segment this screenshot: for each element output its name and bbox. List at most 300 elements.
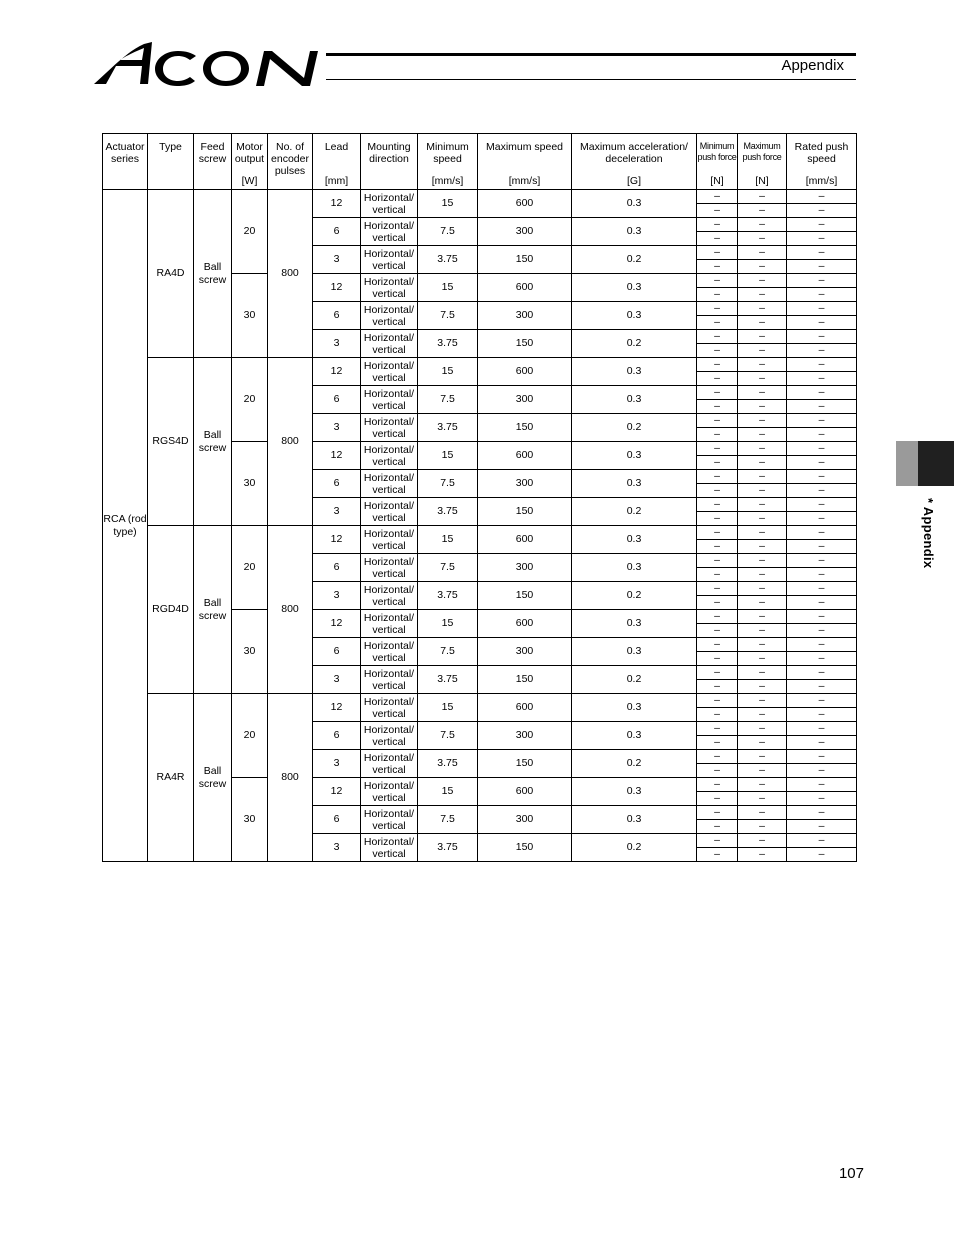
min-speed-cell: 3.75: [418, 834, 478, 862]
rated-push-speed-cell: –: [787, 190, 857, 204]
min-push-force-cell: –: [697, 722, 738, 736]
mounting-direction-cell: Horizontal/ vertical: [361, 554, 418, 582]
max-push-force-cell: –: [738, 820, 787, 834]
column-header-unit: [W]: [241, 175, 258, 187]
rated-push-speed-cell: –: [787, 400, 857, 414]
min-push-force-cell: –: [697, 778, 738, 792]
max-push-force-cell: –: [738, 330, 787, 344]
min-speed-cell: 3.75: [418, 666, 478, 694]
lead-cell: 6: [313, 386, 361, 414]
max-push-force-cell: –: [738, 540, 787, 554]
max-push-force-cell: –: [738, 344, 787, 358]
min-push-force-cell: –: [697, 386, 738, 400]
rated-push-speed-cell: –: [787, 484, 857, 498]
max-push-force-cell: –: [738, 442, 787, 456]
column-header-label: Maximum push force: [742, 141, 782, 162]
rated-push-speed-cell: –: [787, 792, 857, 806]
min-speed-cell: 3.75: [418, 414, 478, 442]
min-speed-cell: 3.75: [418, 246, 478, 274]
side-tab-label: * Appendix: [921, 498, 936, 569]
lead-cell: 3: [313, 750, 361, 778]
lead-cell: 3: [313, 246, 361, 274]
max-push-force-cell: –: [738, 652, 787, 666]
rated-push-speed-cell: –: [787, 722, 857, 736]
min-speed-cell: 7.5: [418, 638, 478, 666]
min-push-force-cell: –: [697, 190, 738, 204]
max-accel-cell: 0.3: [572, 386, 697, 414]
max-accel-cell: 0.2: [572, 414, 697, 442]
max-push-force-cell: –: [738, 750, 787, 764]
mounting-direction-cell: Horizontal/ vertical: [361, 638, 418, 666]
min-push-force-cell: –: [697, 316, 738, 330]
max-push-force-cell: –: [738, 358, 787, 372]
max-push-force-cell: –: [738, 204, 787, 218]
rated-push-speed-cell: –: [787, 680, 857, 694]
mounting-direction-cell: Horizontal/ vertical: [361, 218, 418, 246]
header-rule-thick: [326, 53, 856, 56]
min-push-force-cell: –: [697, 218, 738, 232]
min-push-force-cell: –: [697, 456, 738, 470]
lead-cell: 3: [313, 582, 361, 610]
max-speed-cell: 150: [478, 414, 572, 442]
max-push-force-cell: –: [738, 484, 787, 498]
column-header: [194, 134, 232, 190]
rated-push-speed-cell: –: [787, 820, 857, 834]
min-speed-cell: 7.5: [418, 554, 478, 582]
max-speed-cell: 300: [478, 806, 572, 834]
min-push-force-cell: –: [697, 638, 738, 652]
rated-push-speed-cell: –: [787, 694, 857, 708]
min-push-force-cell: –: [697, 358, 738, 372]
max-accel-cell: 0.2: [572, 666, 697, 694]
column-header: [478, 134, 572, 190]
min-push-force-cell: –: [697, 442, 738, 456]
encoder-pulses-cell: 800: [268, 190, 313, 358]
column-header: [738, 134, 787, 190]
column-header-unit: [G]: [626, 175, 641, 187]
min-push-force-cell: –: [697, 526, 738, 540]
rated-push-speed-cell: –: [787, 610, 857, 624]
rated-push-speed-cell: –: [787, 344, 857, 358]
min-push-force-cell: –: [697, 204, 738, 218]
mounting-direction-cell: Horizontal/ vertical: [361, 694, 418, 722]
max-accel-cell: 0.3: [572, 190, 697, 218]
lead-cell: 12: [313, 358, 361, 386]
min-push-force-cell: –: [697, 484, 738, 498]
max-push-force-cell: –: [738, 778, 787, 792]
min-push-force-cell: –: [697, 834, 738, 848]
max-push-force-cell: –: [738, 288, 787, 302]
mounting-direction-cell: Horizontal/ vertical: [361, 414, 418, 442]
min-speed-cell: 7.5: [418, 302, 478, 330]
header-row: [103, 134, 857, 190]
min-push-force-cell: –: [697, 568, 738, 582]
lead-cell: 12: [313, 274, 361, 302]
column-header: [103, 134, 148, 190]
min-push-force-cell: –: [697, 302, 738, 316]
min-push-force-cell: –: [697, 652, 738, 666]
max-push-force-cell: –: [738, 526, 787, 540]
encoder-pulses-cell: 800: [268, 526, 313, 694]
rated-push-speed-cell: –: [787, 778, 857, 792]
column-header-label: Lead: [324, 141, 349, 153]
mounting-direction-cell: Horizontal/ vertical: [361, 666, 418, 694]
max-accel-cell: 0.3: [572, 722, 697, 750]
max-speed-cell: 150: [478, 582, 572, 610]
lead-cell: 6: [313, 302, 361, 330]
max-speed-cell: 150: [478, 750, 572, 778]
lead-cell: 6: [313, 806, 361, 834]
max-push-force-cell: –: [738, 638, 787, 652]
min-push-force-cell: –: [697, 470, 738, 484]
column-header-label: Feed screw: [198, 141, 227, 165]
type-cell: RGS4D: [148, 358, 194, 526]
max-push-force-cell: –: [738, 582, 787, 596]
lead-cell: 6: [313, 218, 361, 246]
rated-push-speed-cell: –: [787, 596, 857, 610]
max-speed-cell: 600: [478, 190, 572, 218]
max-push-force-cell: –: [738, 834, 787, 848]
column-header: [787, 134, 857, 190]
min-push-force-cell: –: [697, 792, 738, 806]
min-push-force-cell: –: [697, 512, 738, 526]
max-accel-cell: 0.3: [572, 470, 697, 498]
rated-push-speed-cell: –: [787, 274, 857, 288]
lead-cell: 6: [313, 638, 361, 666]
rated-push-speed-cell: –: [787, 456, 857, 470]
feed-screw-cell: Ball screw: [194, 526, 232, 694]
rated-push-speed-cell: –: [787, 428, 857, 442]
max-push-force-cell: –: [738, 694, 787, 708]
max-push-force-cell: –: [738, 568, 787, 582]
rated-push-speed-cell: –: [787, 358, 857, 372]
column-header-label: Motor output: [234, 141, 265, 165]
min-push-force-cell: –: [697, 400, 738, 414]
rated-push-speed-cell: –: [787, 806, 857, 820]
min-push-force-cell: –: [697, 372, 738, 386]
max-push-force-cell: –: [738, 624, 787, 638]
motor-output-cell: 20: [232, 526, 268, 610]
rated-push-speed-cell: –: [787, 330, 857, 344]
column-header-unit: [mm/s]: [508, 175, 541, 187]
max-push-force-cell: –: [738, 246, 787, 260]
min-speed-cell: 3.75: [418, 330, 478, 358]
min-speed-cell: 3.75: [418, 498, 478, 526]
min-push-force-cell: –: [697, 582, 738, 596]
type-cell: RGD4D: [148, 526, 194, 694]
max-speed-cell: 300: [478, 722, 572, 750]
rated-push-speed-cell: –: [787, 316, 857, 330]
min-push-force-cell: –: [697, 274, 738, 288]
rated-push-speed-cell: –: [787, 666, 857, 680]
specification-table: [102, 133, 857, 862]
column-header: [232, 134, 268, 190]
rated-push-speed-cell: –: [787, 764, 857, 778]
lead-cell: 3: [313, 834, 361, 862]
lead-cell: 6: [313, 722, 361, 750]
max-accel-cell: 0.3: [572, 554, 697, 582]
column-header-label: Maximum speed: [485, 141, 564, 153]
min-push-force-cell: –: [697, 610, 738, 624]
rated-push-speed-cell: –: [787, 638, 857, 652]
table-row: [103, 358, 857, 372]
min-speed-cell: 7.5: [418, 386, 478, 414]
rated-push-speed-cell: –: [787, 512, 857, 526]
column-header-label: Mounting direction: [367, 141, 411, 165]
mounting-direction-cell: Horizontal/ vertical: [361, 806, 418, 834]
min-speed-cell: 7.5: [418, 806, 478, 834]
min-speed-cell: 15: [418, 526, 478, 554]
max-speed-cell: 300: [478, 218, 572, 246]
min-speed-cell: 15: [418, 694, 478, 722]
max-push-force-cell: –: [738, 414, 787, 428]
max-push-force-cell: –: [738, 218, 787, 232]
column-header: [418, 134, 478, 190]
max-push-force-cell: –: [738, 456, 787, 470]
column-header-label: Rated push speed: [794, 141, 849, 165]
column-header-label: Minimum push force: [697, 141, 737, 162]
mounting-direction-cell: Horizontal/ vertical: [361, 470, 418, 498]
min-push-force-cell: –: [697, 554, 738, 568]
max-push-force-cell: –: [738, 232, 787, 246]
min-push-force-cell: –: [697, 498, 738, 512]
max-accel-cell: 0.3: [572, 358, 697, 386]
min-push-force-cell: –: [697, 288, 738, 302]
min-speed-cell: 15: [418, 778, 478, 806]
min-push-force-cell: –: [697, 246, 738, 260]
feed-screw-cell: Ball screw: [194, 190, 232, 358]
feed-screw-cell: Ball screw: [194, 358, 232, 526]
min-push-force-cell: –: [697, 764, 738, 778]
max-speed-cell: 600: [478, 358, 572, 386]
column-header-label: No. of encoder pulses: [271, 141, 309, 177]
min-speed-cell: 15: [418, 358, 478, 386]
rated-push-speed-cell: –: [787, 526, 857, 540]
max-speed-cell: 600: [478, 694, 572, 722]
max-speed-cell: 150: [478, 666, 572, 694]
mounting-direction-cell: Horizontal/ vertical: [361, 582, 418, 610]
min-push-force-cell: –: [697, 666, 738, 680]
table-row: [103, 526, 857, 540]
column-header: [313, 134, 361, 190]
min-push-force-cell: –: [697, 680, 738, 694]
max-speed-cell: 150: [478, 498, 572, 526]
encoder-pulses-cell: 800: [268, 694, 313, 862]
lead-cell: 3: [313, 330, 361, 358]
max-speed-cell: 150: [478, 330, 572, 358]
mounting-direction-cell: Horizontal/ vertical: [361, 442, 418, 470]
max-accel-cell: 0.3: [572, 218, 697, 246]
min-push-force-cell: –: [697, 596, 738, 610]
rated-push-speed-cell: –: [787, 652, 857, 666]
rated-push-speed-cell: –: [787, 554, 857, 568]
lead-cell: 3: [313, 498, 361, 526]
max-accel-cell: 0.3: [572, 526, 697, 554]
max-accel-cell: 0.2: [572, 246, 697, 274]
min-speed-cell: 15: [418, 610, 478, 638]
column-header-label: Type: [159, 141, 182, 153]
rated-push-speed-cell: –: [787, 218, 857, 232]
mounting-direction-cell: Horizontal/ vertical: [361, 302, 418, 330]
motor-output-cell: 20: [232, 190, 268, 274]
max-accel-cell: 0.3: [572, 638, 697, 666]
rated-push-speed-cell: –: [787, 624, 857, 638]
rated-push-speed-cell: –: [787, 442, 857, 456]
max-accel-cell: 0.3: [572, 442, 697, 470]
lead-cell: 6: [313, 554, 361, 582]
max-speed-cell: 300: [478, 638, 572, 666]
mounting-direction-cell: Horizontal/ vertical: [361, 526, 418, 554]
max-push-force-cell: –: [738, 806, 787, 820]
max-push-force-cell: –: [738, 554, 787, 568]
lead-cell: 3: [313, 666, 361, 694]
mounting-direction-cell: Horizontal/ vertical: [361, 778, 418, 806]
max-push-force-cell: –: [738, 498, 787, 512]
max-accel-cell: 0.3: [572, 302, 697, 330]
lead-cell: 12: [313, 526, 361, 554]
min-push-force-cell: –: [697, 260, 738, 274]
max-push-force-cell: –: [738, 764, 787, 778]
rated-push-speed-cell: –: [787, 260, 857, 274]
motor-output-cell: 30: [232, 274, 268, 358]
lead-cell: 12: [313, 442, 361, 470]
max-push-force-cell: –: [738, 708, 787, 722]
min-push-force-cell: –: [697, 428, 738, 442]
rated-push-speed-cell: –: [787, 568, 857, 582]
column-header: [572, 134, 697, 190]
max-accel-cell: 0.2: [572, 750, 697, 778]
table-row: [103, 190, 857, 204]
max-push-force-cell: –: [738, 596, 787, 610]
mounting-direction-cell: Horizontal/ vertical: [361, 750, 418, 778]
motor-output-cell: 30: [232, 778, 268, 862]
min-speed-cell: 3.75: [418, 582, 478, 610]
max-accel-cell: 0.3: [572, 806, 697, 834]
column-header-label: Maximum acceleration/ deceleration: [580, 141, 688, 165]
max-speed-cell: 300: [478, 470, 572, 498]
max-push-force-cell: –: [738, 722, 787, 736]
feed-screw-cell: Ball screw: [194, 694, 232, 862]
max-push-force-cell: –: [738, 302, 787, 316]
max-push-force-cell: –: [738, 680, 787, 694]
motor-output-cell: 30: [232, 610, 268, 694]
side-tab-marker-dark: [918, 441, 954, 486]
actuator-series-cell: RCA (rod type): [103, 190, 148, 862]
min-push-force-cell: –: [697, 540, 738, 554]
mounting-direction-cell: Horizontal/ vertical: [361, 610, 418, 638]
min-push-force-cell: –: [697, 820, 738, 834]
mounting-direction-cell: Horizontal/ vertical: [361, 386, 418, 414]
max-push-force-cell: –: [738, 274, 787, 288]
lead-cell: 12: [313, 694, 361, 722]
max-accel-cell: 0.3: [572, 610, 697, 638]
max-push-force-cell: –: [738, 470, 787, 484]
max-speed-cell: 300: [478, 302, 572, 330]
max-push-force-cell: –: [738, 736, 787, 750]
column-header: [697, 134, 738, 190]
min-push-force-cell: –: [697, 232, 738, 246]
encoder-pulses-cell: 800: [268, 358, 313, 526]
type-cell: RA4R: [148, 694, 194, 862]
min-speed-cell: 15: [418, 274, 478, 302]
rated-push-speed-cell: –: [787, 750, 857, 764]
max-speed-cell: 150: [478, 246, 572, 274]
rated-push-speed-cell: –: [787, 288, 857, 302]
motor-output-cell: 20: [232, 358, 268, 442]
mounting-direction-cell: Horizontal/ vertical: [361, 190, 418, 218]
max-push-force-cell: –: [738, 386, 787, 400]
rated-push-speed-cell: –: [787, 582, 857, 596]
max-push-force-cell: –: [738, 610, 787, 624]
max-accel-cell: 0.3: [572, 274, 697, 302]
max-speed-cell: 600: [478, 778, 572, 806]
max-push-force-cell: –: [738, 190, 787, 204]
min-push-force-cell: –: [697, 344, 738, 358]
rated-push-speed-cell: –: [787, 540, 857, 554]
rated-push-speed-cell: –: [787, 386, 857, 400]
mounting-direction-cell: Horizontal/ vertical: [361, 330, 418, 358]
motor-output-cell: 30: [232, 442, 268, 526]
max-speed-cell: 300: [478, 554, 572, 582]
max-accel-cell: 0.3: [572, 778, 697, 806]
min-push-force-cell: –: [697, 848, 738, 862]
section-title: Appendix: [781, 57, 844, 74]
column-header-unit: [mm/s]: [431, 175, 464, 187]
max-accel-cell: 0.3: [572, 694, 697, 722]
column-header: [148, 134, 194, 190]
min-speed-cell: 7.5: [418, 470, 478, 498]
max-push-force-cell: –: [738, 372, 787, 386]
max-accel-cell: 0.2: [572, 582, 697, 610]
max-speed-cell: 600: [478, 274, 572, 302]
min-speed-cell: 3.75: [418, 750, 478, 778]
table-row: [103, 694, 857, 708]
page-number: 107: [838, 1165, 864, 1182]
rated-push-speed-cell: –: [787, 372, 857, 386]
rated-push-speed-cell: –: [787, 708, 857, 722]
max-speed-cell: 600: [478, 442, 572, 470]
min-push-force-cell: –: [697, 624, 738, 638]
max-push-force-cell: –: [738, 512, 787, 526]
min-push-force-cell: –: [697, 330, 738, 344]
mounting-direction-cell: Horizontal/ vertical: [361, 246, 418, 274]
max-push-force-cell: –: [738, 428, 787, 442]
rated-push-speed-cell: –: [787, 736, 857, 750]
lead-cell: 12: [313, 610, 361, 638]
rated-push-speed-cell: –: [787, 302, 857, 316]
column-header-unit: [N]: [710, 175, 724, 187]
acon-logo: [92, 40, 328, 86]
rated-push-speed-cell: –: [787, 246, 857, 260]
column-header-unit: [mm]: [324, 175, 349, 187]
column-header: [361, 134, 418, 190]
column-header: [268, 134, 313, 190]
mounting-direction-cell: Horizontal/ vertical: [361, 358, 418, 386]
min-speed-cell: 15: [418, 190, 478, 218]
motor-output-cell: 20: [232, 694, 268, 778]
rated-push-speed-cell: –: [787, 498, 857, 512]
max-push-force-cell: –: [738, 666, 787, 680]
min-push-force-cell: –: [697, 736, 738, 750]
lead-cell: 6: [313, 470, 361, 498]
max-speed-cell: 300: [478, 386, 572, 414]
rated-push-speed-cell: –: [787, 232, 857, 246]
mounting-direction-cell: Horizontal/ vertical: [361, 722, 418, 750]
lead-cell: 12: [313, 778, 361, 806]
min-push-force-cell: –: [697, 414, 738, 428]
max-accel-cell: 0.2: [572, 498, 697, 526]
lead-cell: 3: [313, 414, 361, 442]
